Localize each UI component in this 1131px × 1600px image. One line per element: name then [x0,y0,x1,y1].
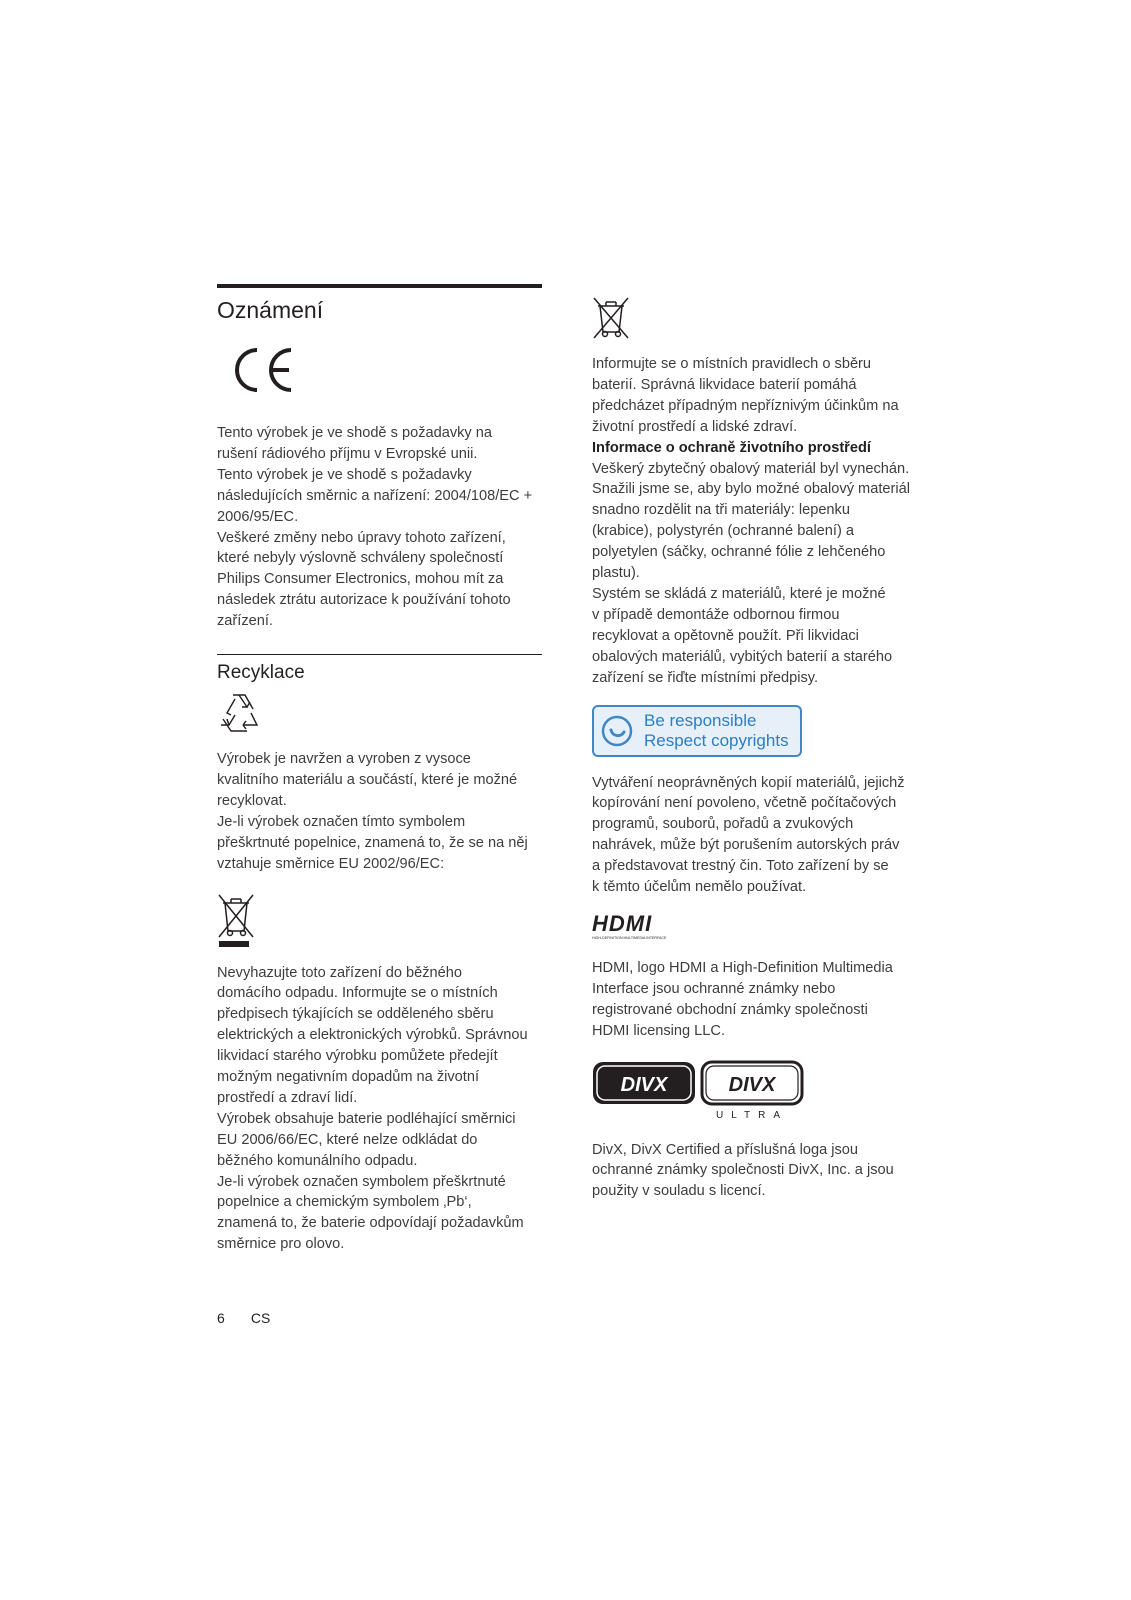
environment-paragraph: Veškerý zbytečný obalový materiál byl vynechán. Snažili jsme se, aby bylo možné obalový materiál snadno rozdělit na tři materiály: lepenku (krabice), polystyrén (ochranné balení) a polyetylen (sáčky, ochranné fólie z lehčeného plastu). Systém se skládá z materiálů, které je možné v případě demontáže odbornou firmou recyklovat a opětovně použít. Při likvidaci obalových materiálů, vybitých baterií a starého zařízení se řiďte místními předpisy. [592,460,910,686]
copyright-paragraph: Vytváření neoprávněných kopií materiálů, jejichž kopírování není povoleno, včetně počítačových programů, souborů, pořadů a zvukových nahrávek, může být porušením autorských práv a představovat trestný čin. Toto zařízení by se k těmto účelům nemělo používat. [592,774,905,896]
ce-mark-icon [217,340,297,410]
crossed-bin-icon [592,296,632,340]
badge-text [644,711,789,751]
battery-paragraph: Informujte se o místních pravidlech o sběru baterií. Správná likvidace baterií pomáhá předcházet případným nepříznivým účinkům na životní prostředí a lidské zdraví. [592,356,899,435]
badge-line-1: Be responsible [644,710,757,730]
svg-text:ULTRA: ULTRA [715,1109,789,1121]
crossed-bin-icon [217,893,257,949]
power-circle-icon [600,714,634,748]
hdmi-paragraph: HDMI, logo HDMI a High-Definition Multimedia Interface jsou ochranné známky nebo registrované obchodní známky společnosti HDMI licensing LLC. [592,959,893,1039]
page-number: 6 [217,1310,225,1326]
section-rule [217,284,542,288]
svg-text:HIGH-DEFINITION MULTIMEDIA INT: HIGH-DEFINITION MULTIMEDIA INTERFACE [592,935,667,940]
section-title: Oznámení [217,297,324,323]
recycling-paragraph: Výrobek je navržen a vyroben z vysoce kvalitního materiálu a součástí, které je možné recyklovat. Je-li výrobek označen tímto symbolem přeškrtnuté popelnice, znamená to, že se na něj vztahuje směrnice EU 2002/96/EC: [217,751,528,872]
environment-heading: Informace o ochraně životního prostředí [592,439,871,456]
disposal-paragraph: Nevyhazujte toto zařízení do běžného domácího odpadu. Informujte se o místních předpisech týkajících se odděleného sběru elektrických a elektronických výrobků. Správnou likvidací starého výrobku pomůžete předejít možným negativním dopadům na životní prostředí a zdraví lidí. Výrobek obsahuje baterie podléhající směrnici EU 2006/66/EC, které nelze odkládat do běžného komunálního odpadu. Je-li výrobek označen symbolem přeškrtnuté popelnice a chemickým symbolem ‚Pb‘, znamená to, že baterie odpovídají požadavkům směrnice pro olovo. [217,964,528,1253]
divx-paragraph: DivX, DivX Certified a příslušná loga jsou ochranné známky společnosti DivX, Inc. a jsou použity v souladu s licencí. [592,1141,894,1200]
badge-line-2: Respect copyrights [644,730,789,750]
language-code: CS [250,1310,271,1326]
section-heading: Recyklace [217,662,305,684]
ce-paragraph: Tento výrobek je ve shodě s požadavky na rušení rádiového příjmu v Evropské unii. Tento výrobek je ve shodě s požadavky následujících směrnic a nařízení: 2004/108/EC + 2006/95/EC. Veškeré změny nebo úpravy tohoto zařízení, které nebyly výslovně schváleny společností Philips Consumer Electronics, mohou mít za následek ztrátu autorizace k používání tohoto zařízení. [217,425,533,630]
left-column [217,284,542,1255]
svg-text:HDMI: HDMI [592,911,653,936]
svg-text:DIVX: DIVX [728,1073,776,1096]
svg-text:DIVX: DIVX [620,1073,668,1096]
page-footer [217,1310,270,1326]
recycle-icon [217,691,261,735]
section-rule [217,654,542,655]
right-column [592,296,922,1202]
divx-logos [592,1056,812,1122]
be-responsible-badge [592,705,802,757]
hdmi-logo [592,912,692,942]
